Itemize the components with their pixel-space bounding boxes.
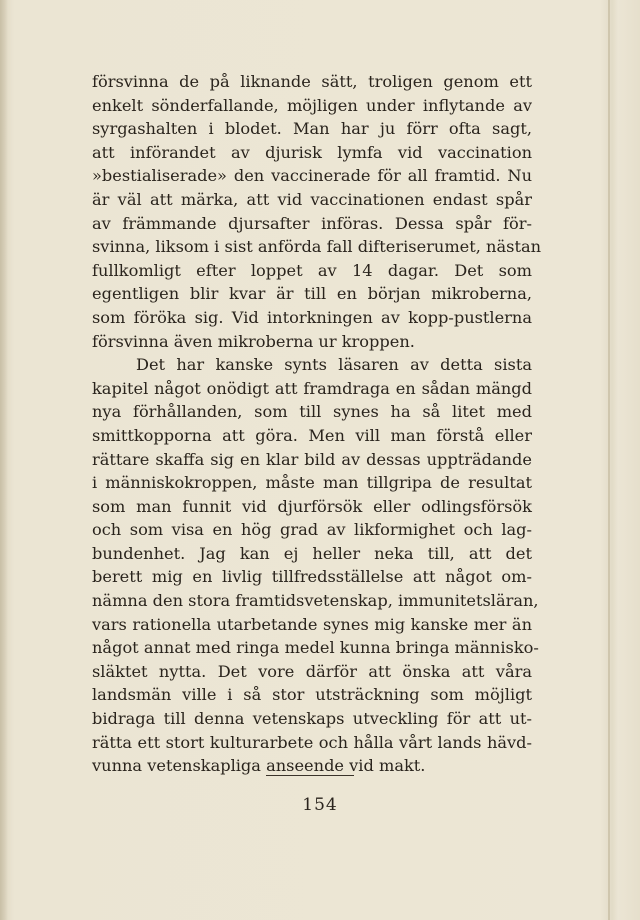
text-line: egentligen blir kvar är till en början mikroberna, <box>92 284 532 304</box>
separator-rule <box>266 775 354 776</box>
text-line: är väl att märka, att vid vaccinationen endast spår <box>92 189 532 209</box>
text-line: landsmän ville i så stor utsträckning som möjligt <box>92 685 532 705</box>
text-line: att införandet av djurisk lymfa vid vaccination <box>92 142 532 162</box>
text-line: som man funnit vid djurförsök eller odlingsförsök <box>92 496 532 516</box>
text-line: vars rationella utarbetande synes mig kanske mer än <box>92 614 532 634</box>
page-number: 154 <box>302 795 338 815</box>
text-line: »bestialiserade» den vaccinerade för all framtid. Nu <box>92 166 532 186</box>
text-line: nämna den stora framtidsvetenskap, immunitetsläran, <box>92 591 539 611</box>
body-text <box>92 70 542 778</box>
text-line: något annat med ringa medel kunna bringa människo- <box>92 638 539 658</box>
page-fold-line <box>608 0 610 920</box>
text-line: som föröka sig. Vid intorkningen av kopp-pustlerna <box>92 307 532 327</box>
text-line: smittkopporna att göra. Men vill man förstå eller <box>92 425 532 445</box>
text-line: rättare skaffa sig en klar bild av dessas uppträdande <box>92 449 532 469</box>
text-line: berett mig en livlig tillfredsställelse att något om- <box>92 567 532 587</box>
text-line: i människokroppen, måste man tillgripa de resultat <box>92 473 532 493</box>
text-line: vunna vetenskapliga anseende vid makt. <box>92 756 426 776</box>
text-line: fullkomligt efter loppet av 14 dagar. Det som <box>92 260 532 280</box>
text-line: av främmande djursafter införas. Dessa spår för- <box>92 213 532 233</box>
text-line: bidraga till denna vetenskaps utveckling för att ut- <box>92 709 532 729</box>
text-line: släktet nytta. Det vore därför att önska att våra <box>92 661 532 681</box>
text-line: kapitel något onödigt att framdraga en sådan mängd <box>92 378 532 398</box>
text-line: Det har kanske synts läsaren av detta sista <box>136 355 532 375</box>
text-line: försvinna de på liknande sätt, troligen genom ett <box>92 72 532 91</box>
text-line: rätta ett stort kulturarbete och hålla vårt lands hävd- <box>92 732 532 752</box>
page-edge-shadow <box>0 0 8 920</box>
text-line: enkelt sönderfallande, möjligen under inflytande av <box>92 95 532 115</box>
text-line: syrgashalten i blodet. Man har ju förr ofta sagt, <box>92 119 532 139</box>
text-line: och som visa en hög grad av likformighet och lag- <box>92 520 532 540</box>
text-line: bundenhet. Jag kan ej heller neka till, att det <box>92 543 532 563</box>
text-line: svinna, liksom i sist anförda fall difteriserumet, nästan <box>92 237 542 257</box>
text-line: försvinna även mikroberna ur kroppen. <box>92 331 415 351</box>
text-line: nya förhållanden, som till synes ha så litet med <box>92 402 532 422</box>
